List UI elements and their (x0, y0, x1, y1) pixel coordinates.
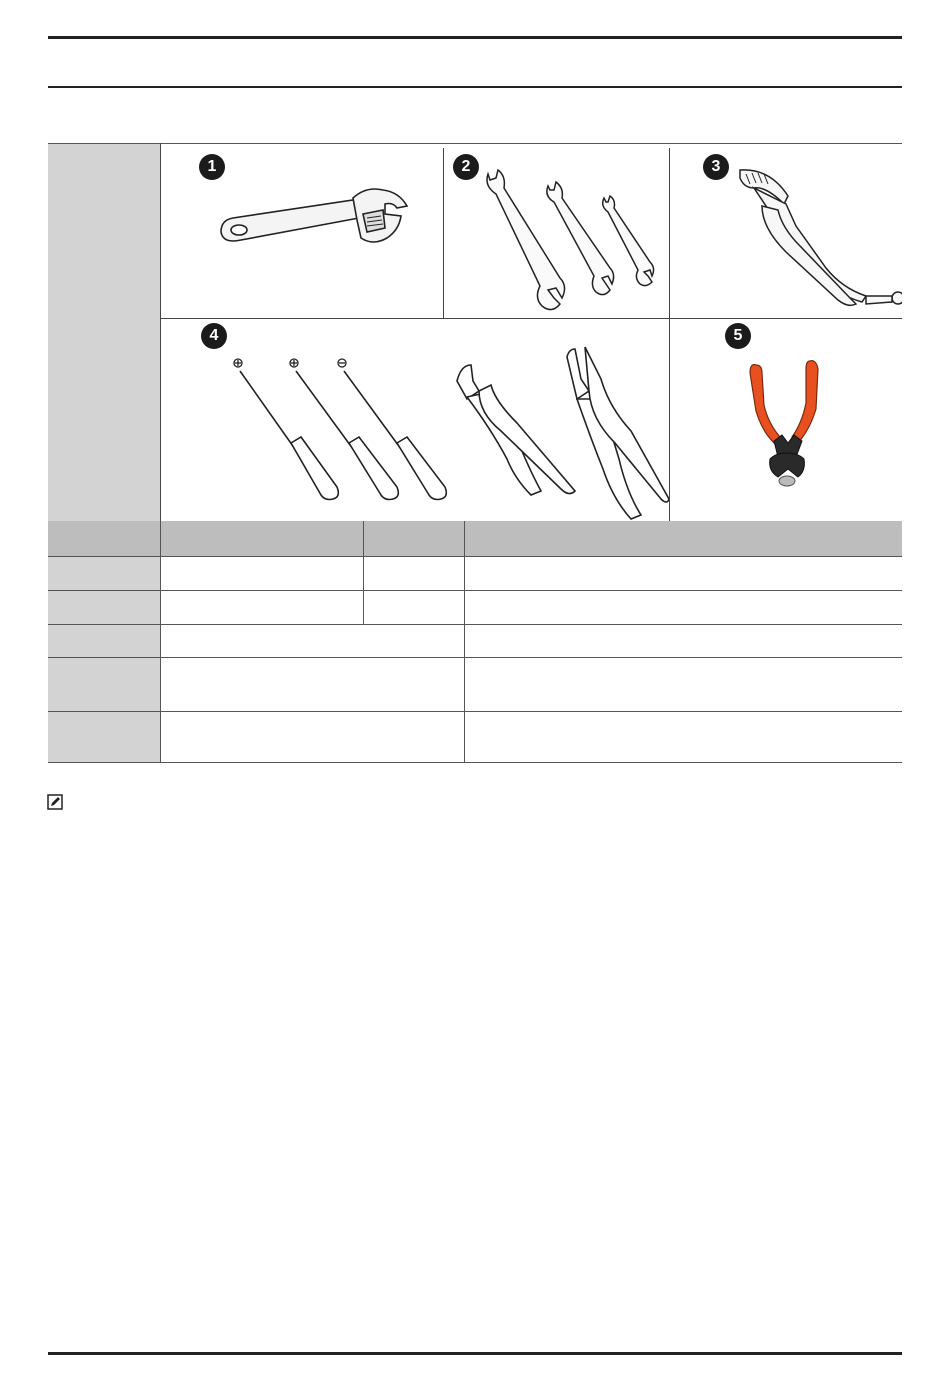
table-header-cell (160, 521, 363, 556)
table-header-cell (464, 521, 902, 556)
tool-cell-1 (161, 148, 443, 318)
header-rule-top (48, 36, 902, 39)
table-row (48, 590, 902, 624)
panel-top-border (48, 143, 902, 144)
table-cell (363, 590, 464, 624)
end-cutting-nippers-icon (670, 319, 902, 521)
table-cell (464, 624, 902, 657)
tool-number-badge: 5 (725, 323, 751, 349)
table-cell (160, 711, 464, 762)
table-cell (363, 556, 464, 590)
tool-number-badge: 3 (703, 154, 729, 180)
header-rule-bottom (48, 86, 902, 88)
table-header-cell (363, 521, 464, 556)
table-row-label (48, 556, 160, 590)
table-row (48, 556, 902, 590)
table-row-label (48, 657, 160, 711)
tool-cell-2 (444, 148, 669, 318)
spec-table (48, 521, 902, 763)
table-cell (160, 657, 464, 711)
table-cell (464, 556, 902, 590)
table-cell (464, 590, 902, 624)
table-cell (160, 556, 363, 590)
table-row (48, 624, 902, 657)
note-pencil-icon (47, 794, 63, 810)
open-end-wrenches-icon (444, 148, 669, 318)
footer-rule (48, 1352, 902, 1355)
screwdrivers-and-pliers-icon (161, 319, 669, 521)
table-cell (464, 711, 902, 762)
tools-panel (48, 143, 902, 521)
tool-cell-4 (161, 319, 669, 521)
tools-label-cell (48, 143, 160, 521)
tool-number-badge: 1 (199, 154, 225, 180)
tool-number-badge: 2 (453, 154, 479, 180)
table-row-label (48, 711, 160, 762)
tool-cell-3 (670, 148, 902, 318)
table-cell (160, 590, 363, 624)
table-header-row (48, 521, 902, 556)
table-row (48, 711, 902, 762)
tool-cell-5 (670, 319, 902, 521)
table-row-label (48, 624, 160, 657)
table-cell (160, 624, 464, 657)
table-row (48, 657, 902, 711)
locking-pliers-icon (670, 148, 902, 318)
table-header-cell (48, 521, 160, 556)
table-row-label (48, 590, 160, 624)
table-cell (464, 657, 902, 711)
adjustable-wrench-icon (161, 148, 443, 318)
tool-number-badge: 4 (201, 323, 227, 349)
